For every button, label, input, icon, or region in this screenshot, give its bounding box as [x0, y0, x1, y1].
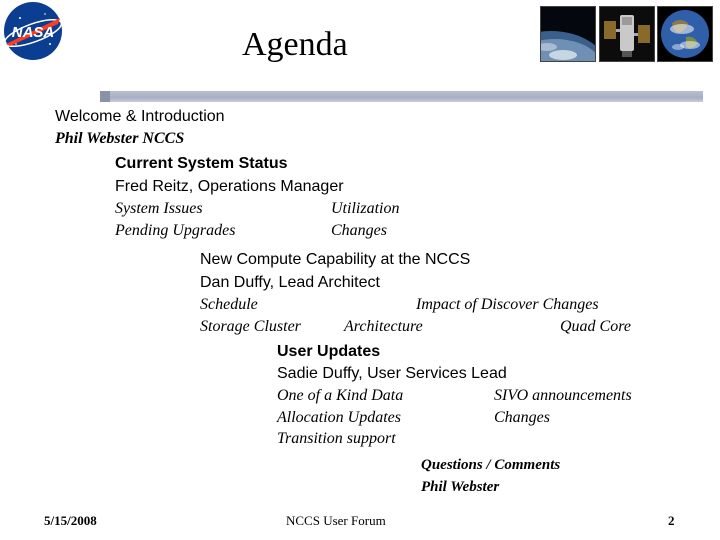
section-speaker: Dan Duffy, Lead Architect	[200, 274, 380, 291]
page-number: 2	[668, 513, 675, 528]
title-divider	[100, 91, 703, 102]
topic-item: Impact of Discover Changes	[416, 296, 599, 313]
topic-item: System Issues	[115, 200, 203, 217]
section-speaker: Sadie Duffy, User Services Lead	[277, 365, 507, 382]
earth-orbit-image	[540, 6, 596, 62]
footer-title: NCCS User Forum	[286, 513, 386, 528]
earth-globe-image	[657, 6, 713, 62]
topic-item: Quad Core	[560, 318, 631, 335]
section-speaker: Fred Reitz, Operations Manager	[115, 178, 344, 195]
topic-item: Allocation Updates	[277, 409, 401, 426]
topic-item: Utilization	[331, 200, 400, 217]
section-speaker: Phil Webster NCCS	[55, 130, 185, 147]
topic-item: SIVO announcements	[494, 387, 632, 404]
section-heading: User Updates	[277, 343, 381, 360]
section-heading: New Compute Capability at the NCCS	[200, 251, 471, 268]
nasa-logo	[0, 0, 66, 62]
closing-questions: Questions / Comments	[421, 457, 561, 473]
topic-item: Changes	[331, 222, 387, 239]
topic-item: One of a Kind Data	[277, 387, 404, 404]
topic-item: Changes	[494, 409, 550, 426]
footer-date: 5/15/2008	[44, 513, 97, 528]
hubble-telescope-image	[599, 6, 655, 62]
topic-item: Schedule	[200, 296, 258, 313]
closing-speaker: Phil Webster	[421, 479, 500, 495]
topic-item: Pending Upgrades	[115, 222, 236, 239]
topic-item: Architecture	[344, 318, 423, 335]
section-heading: Welcome & Introduction	[55, 108, 225, 125]
topic-item: Storage Cluster	[200, 318, 301, 335]
title-divider-accent	[100, 91, 110, 102]
page-title: Agenda	[242, 26, 348, 63]
svg-text:NASA: NASA	[11, 24, 55, 41]
topic-item: Transition support	[277, 430, 396, 447]
section-heading: Current System Status	[115, 155, 288, 172]
